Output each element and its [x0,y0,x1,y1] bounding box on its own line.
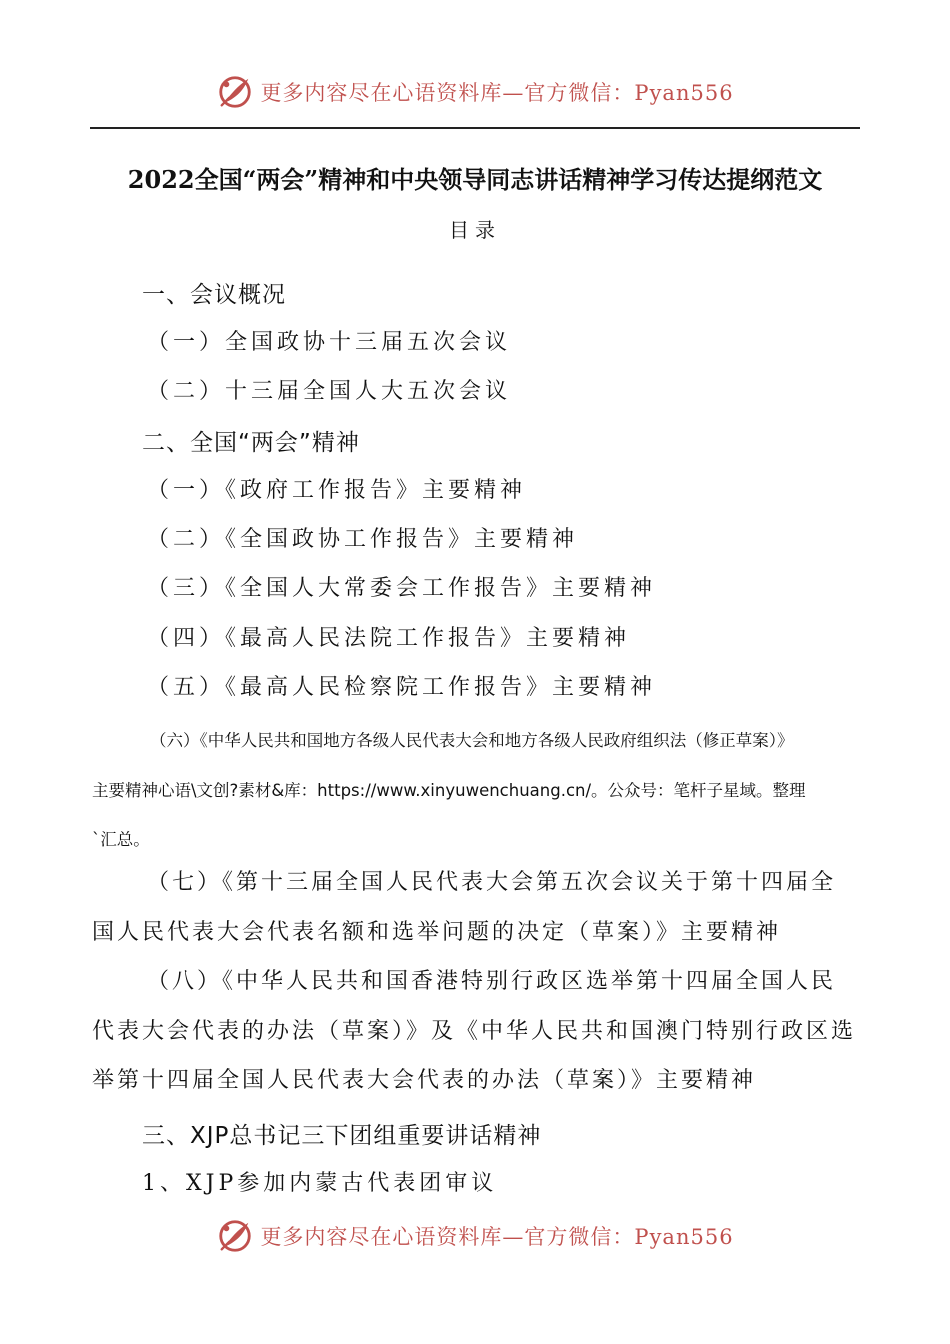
toc-heading: 目录 [449,218,501,242]
toc-item: （二）十三届全国人大五次会议 [147,379,512,404]
toc-item: 一、会议概况 [142,282,286,308]
document-title: 2022全国“两会”精神和中央领导同志讲话精神学习传达提纲范文 [127,165,823,194]
toc-section-three: 三、XJP总书记三下团组重要讲话精神 [142,1123,542,1149]
toc-item: （一）全国政协十三届五次会议 [147,330,512,355]
toc-section-three-item: 1、XJP参加内蒙古代表团审议 [142,1171,498,1196]
toc-item-six-line3: `汇总。 [92,830,150,849]
toc-item-six-line2: 主要精神心语\文创?素材&库：https://www.xinyuwenchuang.cn/。公众号：笔杆子星域。整理 [92,781,806,800]
toc-item: 二、全国“两会”精神 [142,430,360,456]
toc-item: （二）《全国政协工作报告》主要精神 [147,527,579,552]
toc-item-seven: （七）《第十三届全国人民代表大会第五次会议关于第十四届全国人民代表大会代表名额和选举问题的决定（草案）》主要精神 [92,870,837,945]
banner-text: 更多内容尽在心语资料库—官方微信：Pyan556 [260,81,734,105]
banner-text: 更多内容尽在心语资料库—官方微信：Pyan556 [260,1225,734,1249]
toc-item-eight: （八）《中华人民共和国香港特别行政区选举第十四届全国人民代表大会代表的办法（草案）》及《中华人民共和国澳门特别行政区选举第十四届全国人民代表大会代表的办法（草案）》主要精神 [92,969,857,1093]
quill-logo-icon [216,73,254,111]
footer-banner [0,1214,950,1258]
toc-item: （四）《最高人民法院工作报告》主要精神 [147,626,631,651]
toc-item: （五）《最高人民检察院工作报告》主要精神 [147,675,657,700]
toc-item: （三）《全国人大常委会工作报告》主要精神 [147,576,657,601]
toc-item-six-line1: （六）《中华人民共和国地方各级人民代表大会和地方各级人民政府组织法（修正草案）》 [150,731,794,750]
header-rule [90,127,860,129]
toc-item: （一）《政府工作报告》主要精神 [147,478,527,503]
header-banner [0,70,950,114]
quill-logo-icon [216,1217,254,1255]
